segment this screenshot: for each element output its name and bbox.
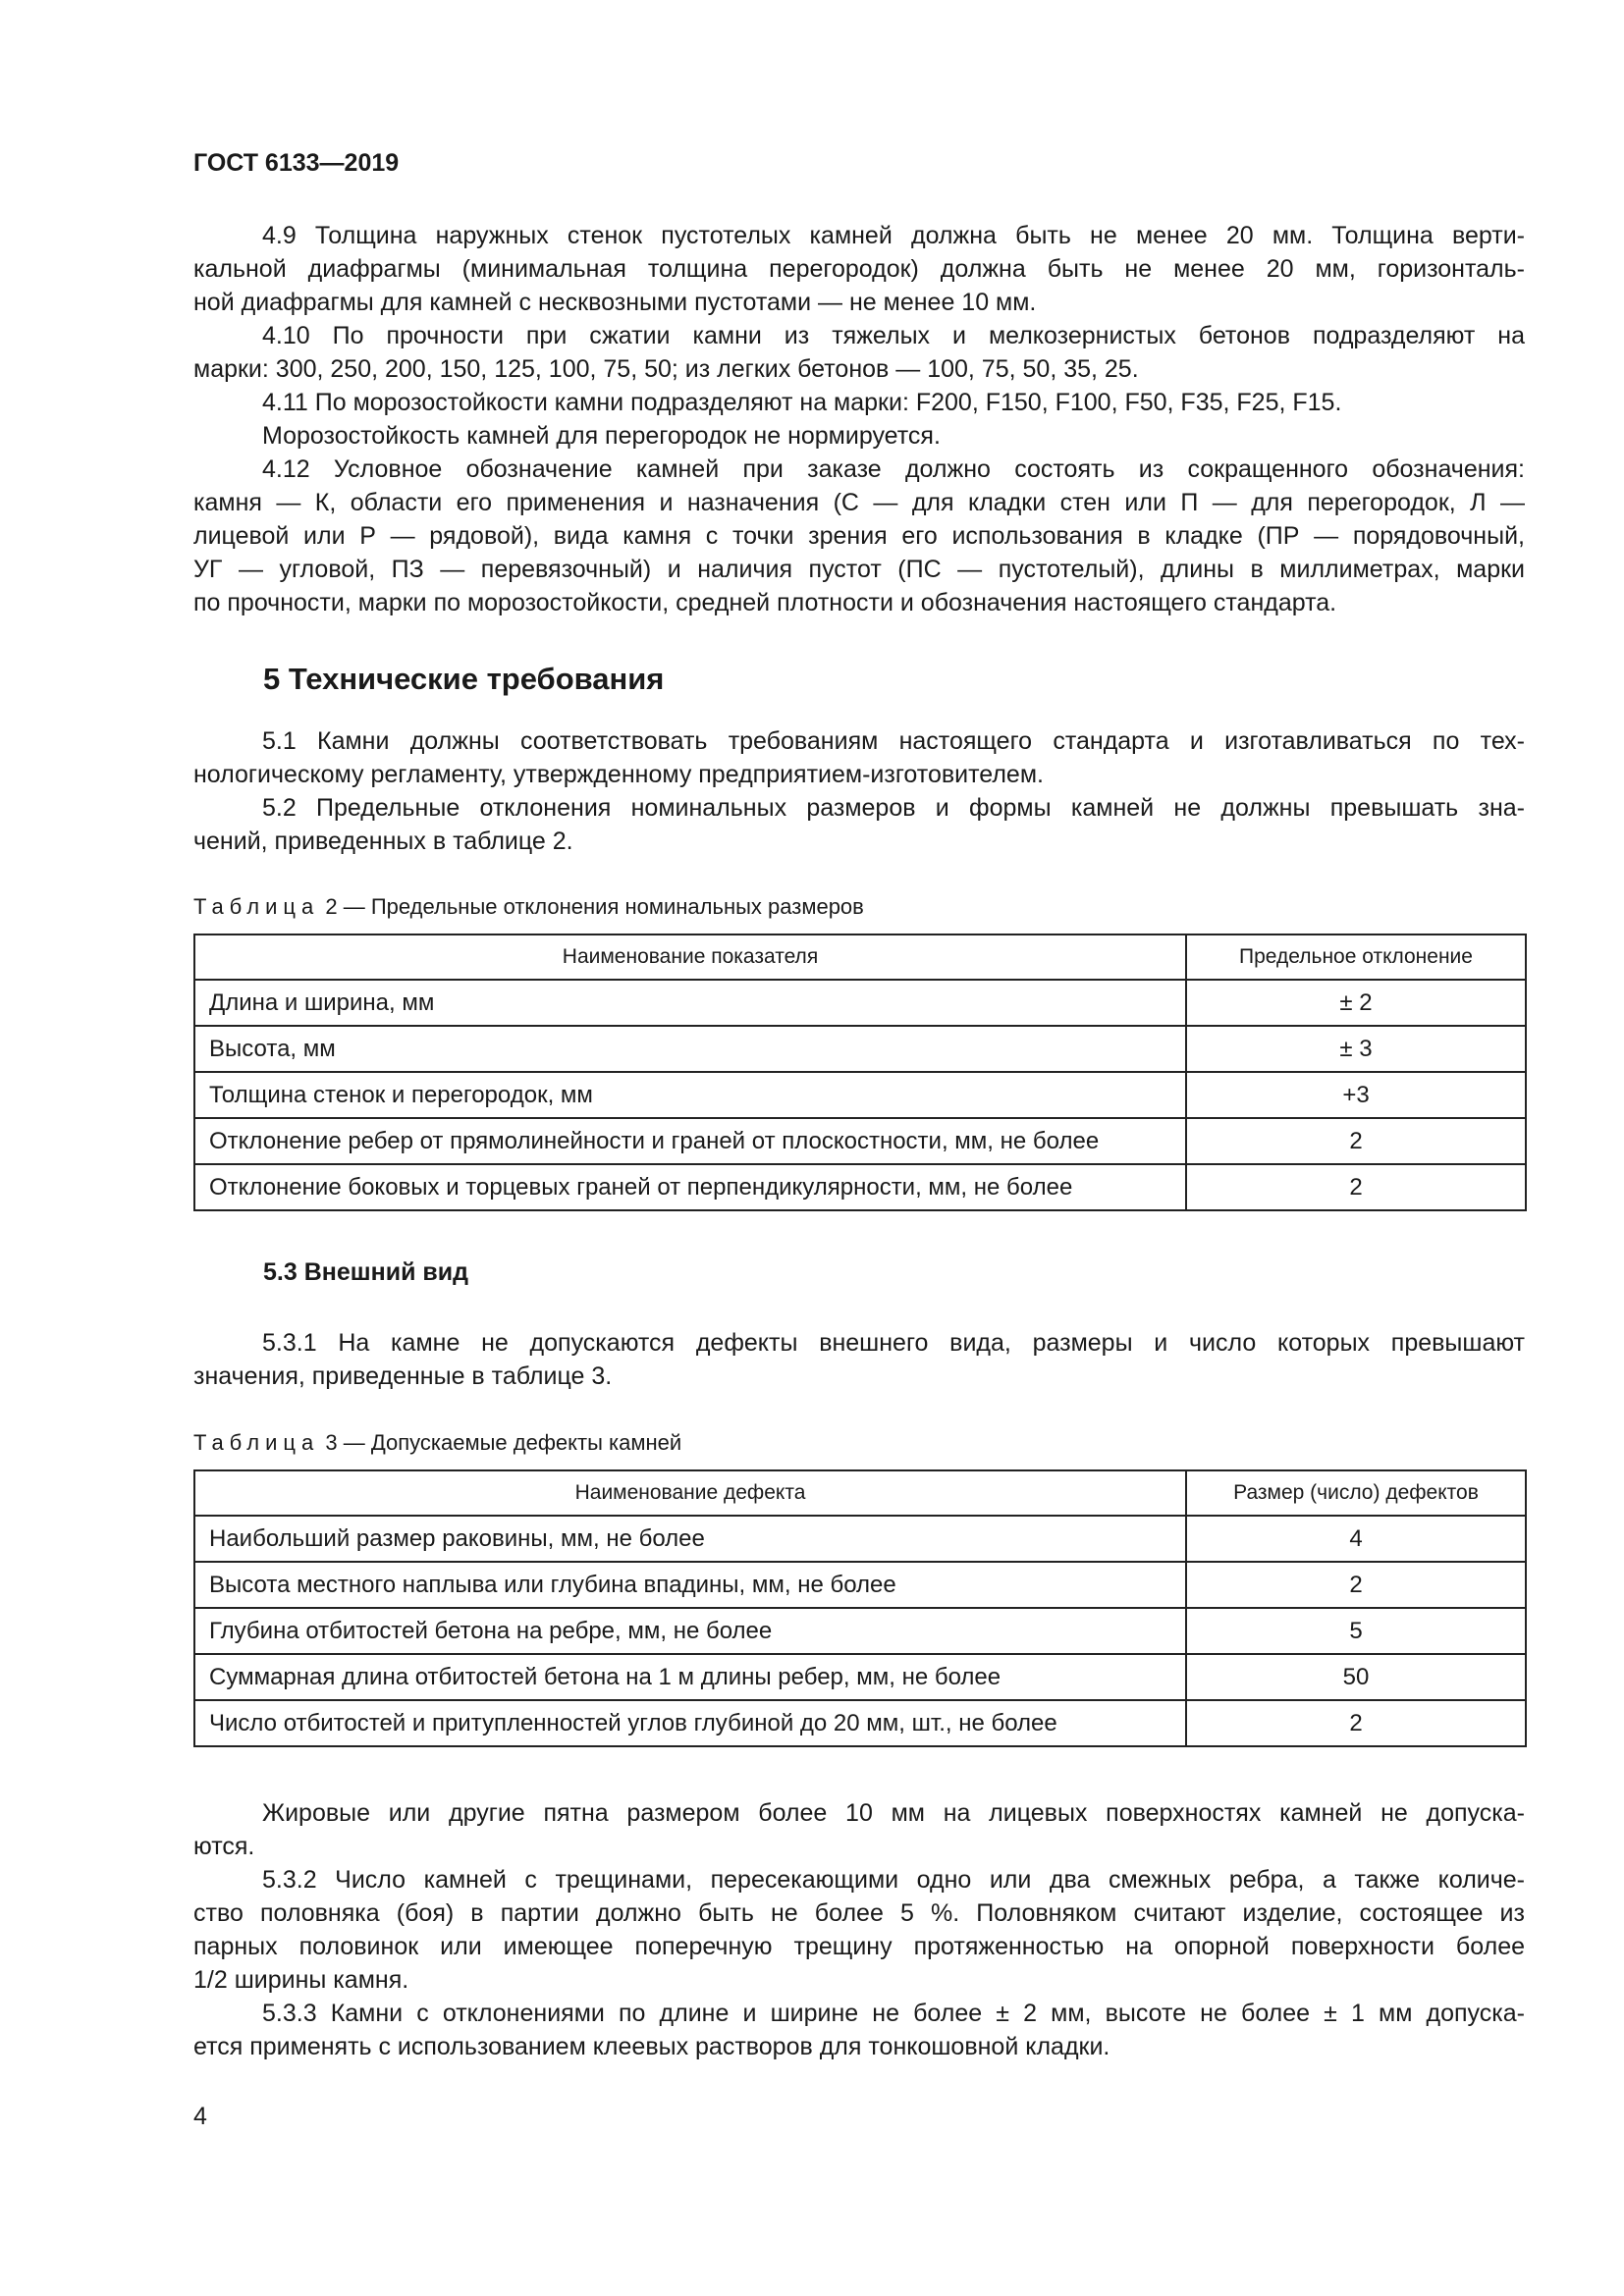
text-line: 5.3.1 На камне не допускаются дефекты внешнего вида, размеры и число которых превышают	[262, 1329, 1525, 1357]
column-header: Наименование дефекта	[194, 1470, 1186, 1516]
text-line: 5.3.3 Камни с отклонениями по длине и ширине не более ± 2 мм, высоте не более ± 1 мм допуска-	[262, 2000, 1525, 2027]
table-header-row	[194, 934, 1526, 980]
table-cell: +3	[1186, 1072, 1526, 1118]
text-line: парных половинок или имеющее поперечную трещину протяженностью на опорной поверхности более	[193, 1933, 1525, 1960]
table-cell: 50	[1186, 1654, 1526, 1700]
table-2-caption	[193, 894, 864, 920]
clause-4-9	[193, 219, 1525, 319]
table-row	[194, 980, 1526, 1026]
table-header-row	[194, 1470, 1526, 1516]
section-5-3-title: 5.3 Внешний вид	[263, 1258, 468, 1286]
table-cell: 2	[1186, 1562, 1526, 1608]
column-header: Наименование показателя	[194, 934, 1186, 980]
text-line: по прочности, марки по морозостойкости, средней плотности и обозначения настоящего стандарта.	[193, 589, 1337, 616]
clause-5-3-3	[193, 1997, 1525, 2063]
table-row	[194, 1118, 1526, 1164]
text-line: 1/2 ширины камня.	[193, 1966, 409, 1994]
text-line: нологическому регламенту, утвержденному предприятием-изготовителем.	[193, 761, 1044, 788]
caption-text: 2 — Предельные отклонения номинальных размеров	[325, 894, 864, 919]
page-number: 4	[193, 2103, 207, 2130]
note-stains	[193, 1796, 1525, 1863]
text-line: 4.10 По прочности при сжатии камни из тяжелых и мелкозернистых бетонов подразделяют на	[262, 322, 1525, 349]
column-header: Предельное отклонение	[1186, 934, 1526, 980]
text-line: 4.12 Условное обозначение камней при заказе должно состоять из сокращенного обозначения:	[262, 455, 1525, 483]
caption-text: 3 — Допускаемые дефекты камней	[325, 1430, 682, 1455]
text-line: камня — К, области его применения и назначения (С — для кладки стен или П — для перегородок, Л —	[193, 489, 1525, 516]
text-line: ется применять с использованием клеевых растворов для тонкошовной кладки.	[193, 2033, 1110, 2060]
clause-5-3-2	[193, 1863, 1525, 1997]
text-line: 4.11 По морозостойкости камни подразделяют на марки: F200, F150, F100, F50, F35, F25, F15.	[262, 389, 1342, 416]
table-cell: ± 3	[1186, 1026, 1526, 1072]
text-line: ной диафрагмы для камней с несквозными пустотами — не менее 10 мм.	[193, 289, 1037, 316]
table-row	[194, 1072, 1526, 1118]
clause-4-12	[193, 453, 1525, 619]
caption-label: Таблица	[193, 894, 320, 919]
text-line: значения, приведенные в таблице 3.	[193, 1362, 613, 1390]
table-cell: 2	[1186, 1700, 1526, 1746]
clause-4-10	[193, 319, 1525, 386]
table-row	[194, 1562, 1526, 1608]
text-line: марки: 300, 250, 200, 150, 125, 100, 75, 50; из легких бетонов — 100, 75, 50, 35, 25.	[193, 355, 1139, 383]
table-cell: Отклонение ребер от прямолинейности и граней от плоскостности, мм, не более	[194, 1118, 1186, 1164]
table-row	[194, 1516, 1526, 1562]
text-line: Жировые или другие пятна размером более 10 мм на лицевых поверхностях камней не допуска-	[262, 1799, 1525, 1827]
table-3-caption	[193, 1430, 681, 1456]
section-5-title: 5 Технические требования	[263, 662, 665, 696]
text-line: 5.1 Камни должны соответствовать требованиям настоящего стандарта и изготавливаться по тех-	[262, 727, 1525, 755]
table-cell: 2	[1186, 1164, 1526, 1210]
table-row	[194, 1700, 1526, 1746]
caption-label: Таблица	[193, 1430, 320, 1455]
text-line: чений, приведенных в таблице 2.	[193, 828, 573, 855]
text-line: ство половняка (боя) в партии должно быть не более 5 %. Половняком считают изделие, состоящее из	[193, 1899, 1525, 1927]
table-cell: ± 2	[1186, 980, 1526, 1026]
table-cell: 4	[1186, 1516, 1526, 1562]
text-line: УГ — угловой, ПЗ — перевязочный) и наличия пустот (ПС — пустотелый), длины в миллиметрах, марки	[193, 556, 1525, 583]
table-2	[193, 934, 1527, 1211]
clause-5-3-1	[193, 1326, 1525, 1393]
table-cell: 5	[1186, 1608, 1526, 1654]
table-cell: Длина и ширина, мм	[194, 980, 1186, 1026]
table-row	[194, 1164, 1526, 1210]
text-line: Морозостойкость камней для перегородок не нормируется.	[262, 422, 941, 450]
table-row	[194, 1608, 1526, 1654]
table-row	[194, 1026, 1526, 1072]
text-line: 4.9 Толщина наружных стенок пустотелых камней должна быть не менее 20 мм. Толщина верти-	[262, 222, 1525, 249]
text-line: лицевой или Р — рядовой), вида камня с точки зрения его использования в кладке (ПР — порядовочный,	[193, 522, 1525, 550]
text-line: кальной диафрагмы (минимальная толщина перегородок) должна быть не менее 20 мм, горизонталь-	[193, 255, 1525, 283]
standard-header: ГОСТ 6133—2019	[193, 149, 400, 177]
table-cell: Число отбитостей и притупленностей углов глубиной до 20 мм, шт., не более	[194, 1700, 1186, 1746]
clause-5-2	[193, 791, 1525, 858]
table-cell: Глубина отбитостей бетона на ребре, мм, не более	[194, 1608, 1186, 1654]
table-cell: Высота местного наплыва или глубина впадины, мм, не более	[194, 1562, 1186, 1608]
text-line: 5.2 Предельные отклонения номинальных размеров и формы камней не должны превышать зна-	[262, 794, 1525, 822]
table-cell: Толщина стенок и перегородок, мм	[194, 1072, 1186, 1118]
table-cell: Суммарная длина отбитостей бетона на 1 м длины ребер, мм, не более	[194, 1654, 1186, 1700]
table-cell: Наибольший размер раковины, мм, не более	[194, 1516, 1186, 1562]
table-row	[194, 1654, 1526, 1700]
column-header: Размер (число) дефектов	[1186, 1470, 1526, 1516]
clause-5-1	[193, 724, 1525, 791]
text-line: 5.3.2 Число камней с трещинами, пересекающими одно или два смежных ребра, а также количе-	[262, 1866, 1525, 1894]
clause-4-11	[193, 386, 1525, 453]
text-line: ются.	[193, 1833, 255, 1860]
table-cell: 2	[1186, 1118, 1526, 1164]
table-3	[193, 1469, 1527, 1747]
table-cell: Отклонение боковых и торцевых граней от перпендикулярности, мм, не более	[194, 1164, 1186, 1210]
table-cell: Высота, мм	[194, 1026, 1186, 1072]
